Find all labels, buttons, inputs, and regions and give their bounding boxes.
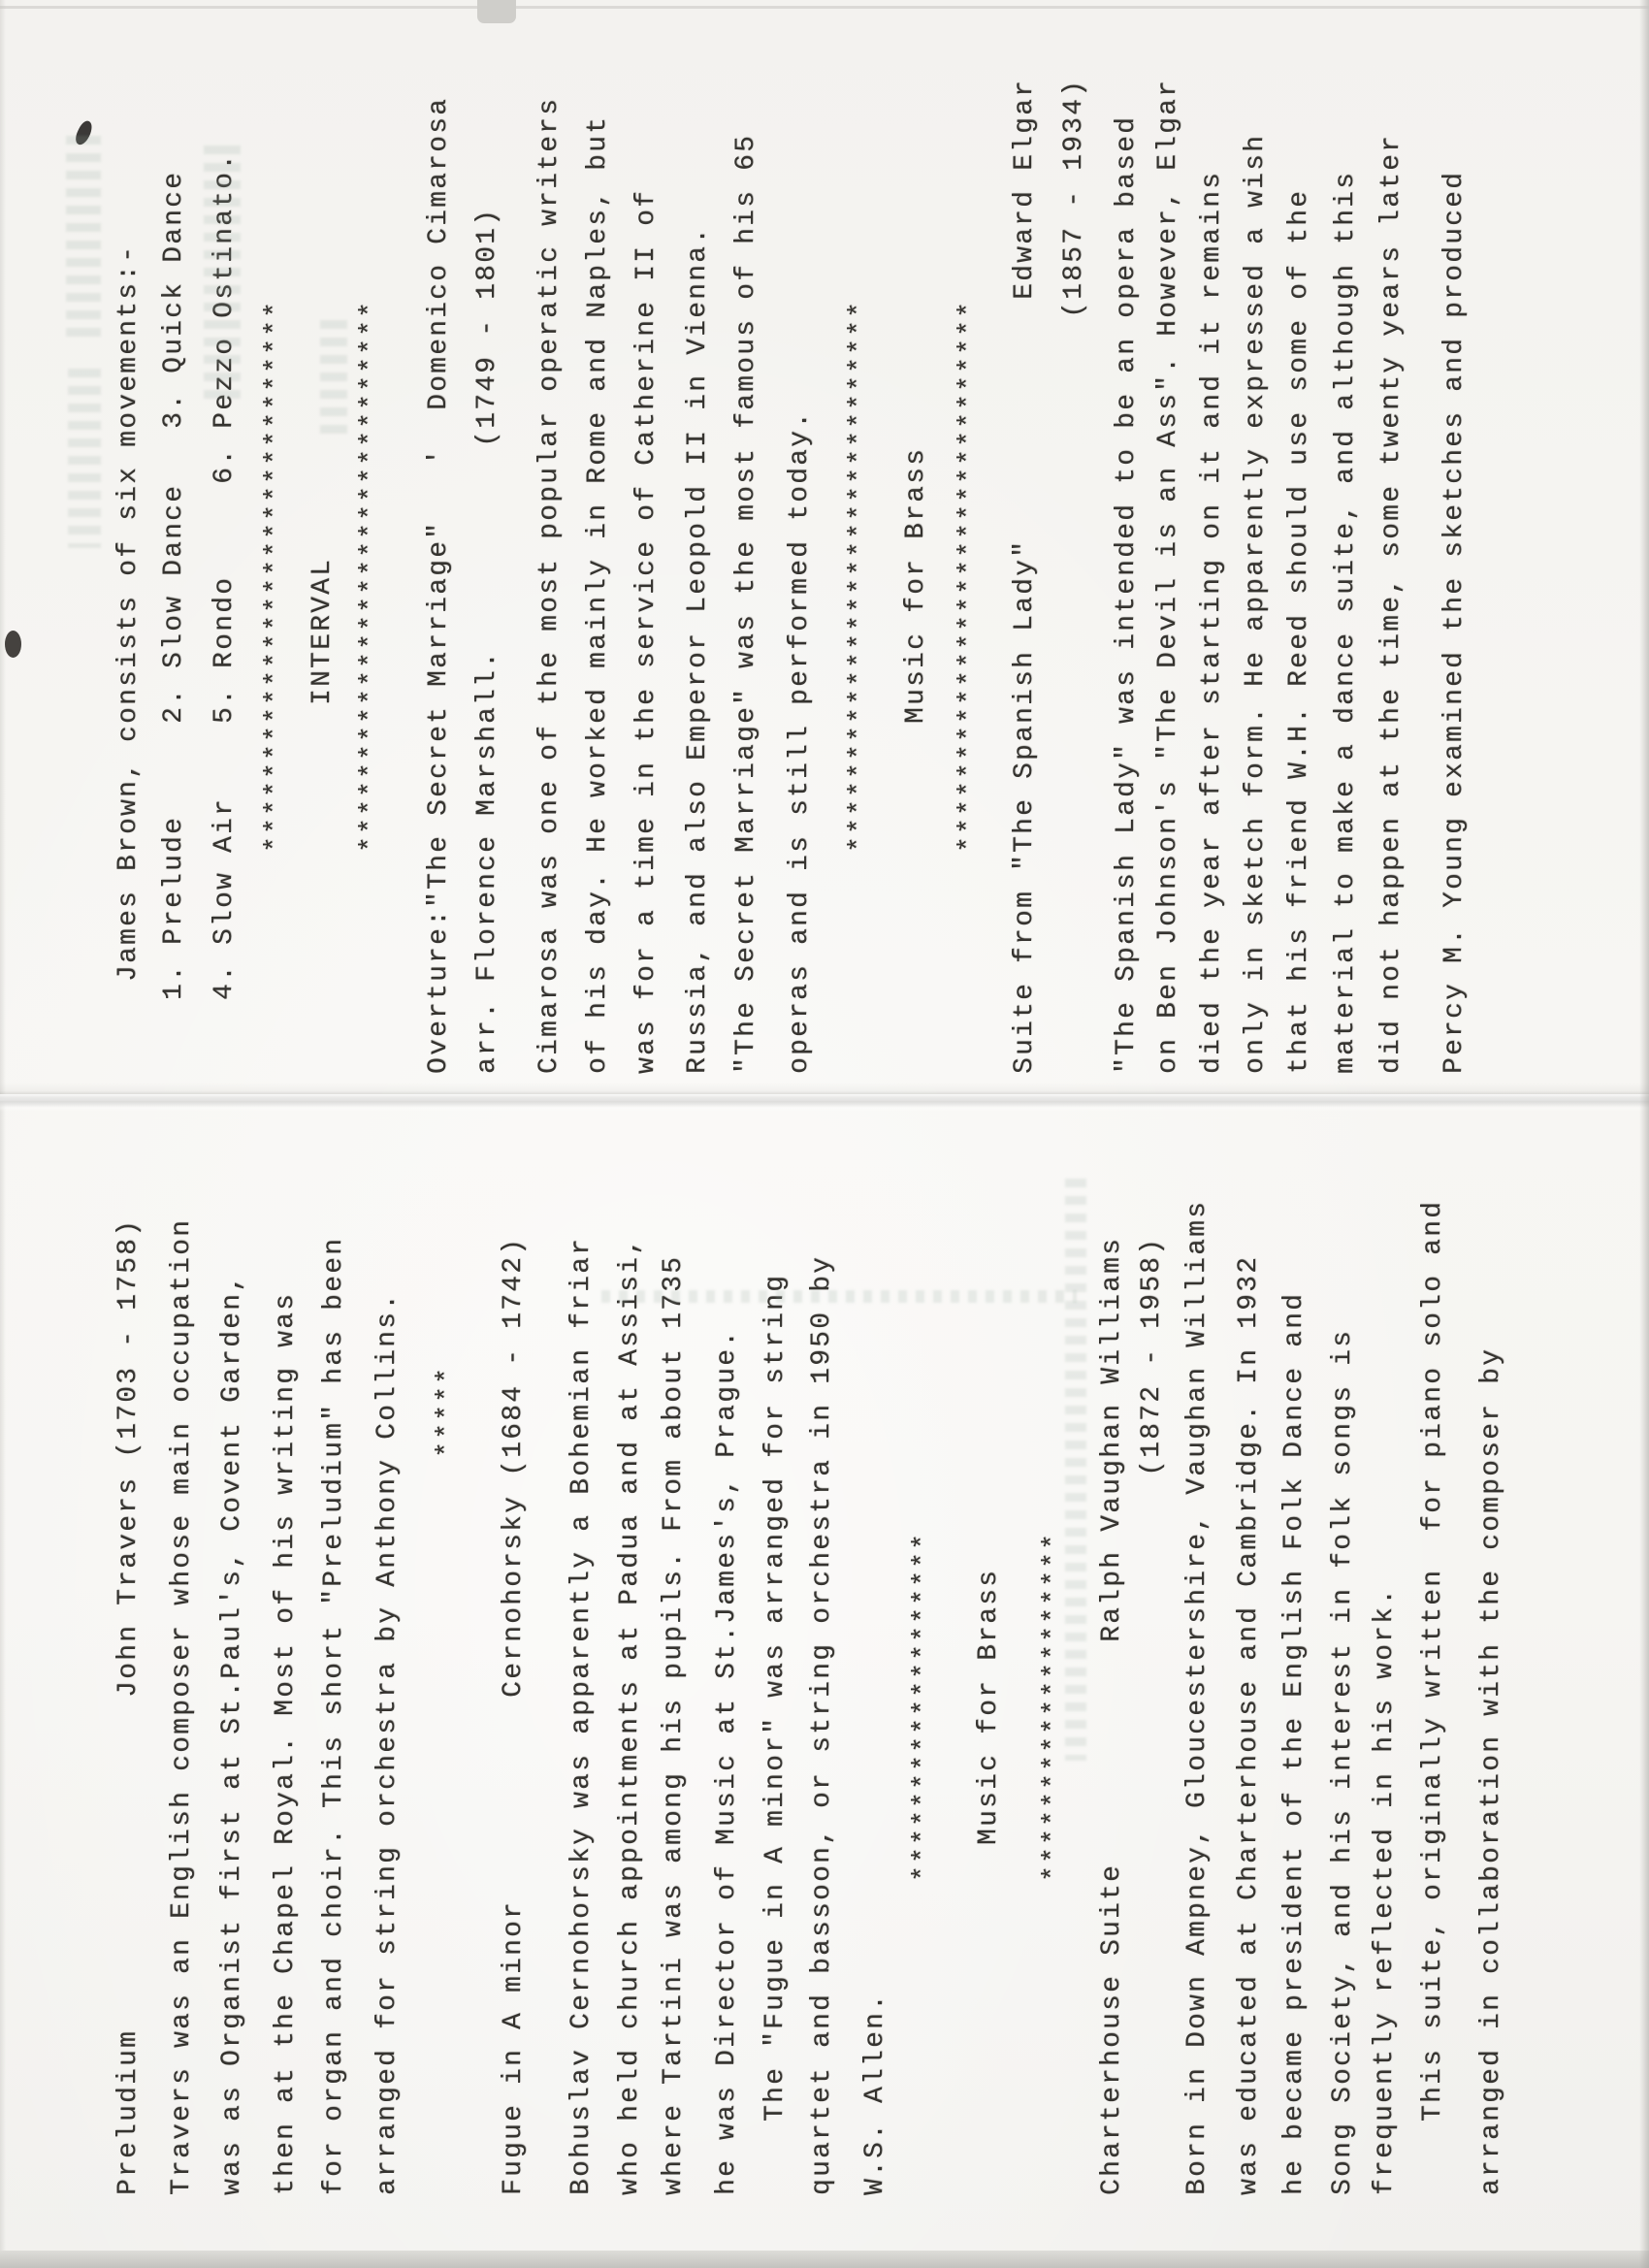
typed-line: ****************************** (845, 299, 875, 1074)
typed-line: ******************* (909, 1531, 939, 2195)
typed-line: where Tartini was among his pupils. From about 1735 (659, 1254, 689, 2195)
typed-line: for organ and choir. This short "Preludium" has been (319, 1236, 349, 2195)
typed-line: ******************* (1039, 1531, 1069, 2195)
typed-line: ***** (433, 1365, 463, 2195)
typed-line: that his friend W.H. Reed should use some of the (1284, 188, 1314, 1074)
programme-page-right (0, 0, 1649, 1096)
typed-line: ****************************** (261, 299, 291, 1074)
typed-line: arr. Florence Marshall. (1749 - 1801) (472, 207, 502, 1074)
typed-line: James Brown, consists of six movements:- (113, 243, 144, 1074)
typed-line: Russia, and also Emperor Leopold II in Vienna. (683, 225, 713, 1074)
showthrough-ghost-text (204, 146, 241, 403)
typed-line: he was Director of Music at St.James's, Prague. (712, 1328, 742, 2195)
typed-line: Charterhouse Suite Ralph Vaughan Williams (1097, 1236, 1127, 2195)
typed-line: Song Society, and his interest in folk songs is (1328, 1328, 1358, 2195)
typed-line: Music for Brass (901, 446, 931, 1074)
typed-line: W.S. Allen. (860, 1992, 890, 2195)
typed-line: Fugue in A minor Cernohorsky (1684 - 1742) (499, 1236, 529, 2195)
typed-line: The "Fugue in A minor" was arranged for string (760, 1273, 791, 2195)
scan-right-edge-shadow (1639, 0, 1649, 2268)
typed-line: was educated at Charterhouse and Cambridge. In 1932 (1234, 1254, 1264, 2195)
showthrough-ghost-text (1065, 1179, 1086, 1761)
typed-line: ****************************** (954, 299, 985, 1074)
typed-line: (1857 - 1934) (1059, 78, 1089, 1074)
showthrough-ghost-text (320, 320, 347, 437)
typed-line: This suite, originally written for piano solo and (1418, 1199, 1448, 2195)
typed-line: Music for Brass (974, 1568, 1004, 2195)
scan-bottom-edge (0, 2251, 1649, 2268)
typed-line: frequently reflected in his work. (1370, 1586, 1400, 2195)
typed-line: he became president of the English Folk Dance and (1279, 1291, 1310, 2195)
showthrough-ghost-text (66, 136, 101, 340)
typed-line: then at the Chapel Royal. Most of his writing was (271, 1291, 301, 2195)
typed-line: 1. Prelude 2. Slow Dance 3. Quick Dance (159, 170, 189, 1074)
showthrough-ghost-text (68, 369, 101, 548)
typed-line: Preludium John Travers (1703 - 1758) (113, 1217, 144, 2195)
typed-line: died the year after starting on it and it remains (1197, 170, 1227, 1074)
horizontal-fold-line (0, 1094, 1649, 1108)
typed-line: of his day. He worked mainly in Rome and Naples, but (583, 114, 613, 1074)
typed-line: INTERVAL (307, 557, 338, 1074)
typed-line: (1872 - 1958) (1137, 1236, 1167, 2195)
typed-line: Cimarosa was one of the most popular operatic writers (534, 96, 565, 1074)
showthrough-ghost-text (601, 1290, 1077, 1303)
typed-line: only in sketch form. He apparently expressed a wish (1241, 133, 1271, 1074)
typed-line: Suite from "The Spanish Lady" Edward Elgar (1010, 78, 1040, 1074)
typed-line: Overture:"The Secret Marriage" ' Domenico Cimarosa (424, 96, 454, 1074)
typed-line: arranged in collaboration with the composer by (1476, 1346, 1506, 2195)
typed-line: was as Organist first at St.Paul's, Covent Garden, (217, 1273, 247, 2195)
typed-line: on Ben Johnson's "The Devil is an Ass". However, Elgar (1153, 78, 1183, 1074)
typed-line: Travers was an English composer whose main occupation (167, 1217, 197, 2195)
ink-speck (5, 631, 21, 658)
typed-line: quartet and bassoon, or string orchestra in 1950 by (807, 1254, 837, 2195)
typed-line: arranged for string orchestra by Anthony Collins. (372, 1291, 403, 2195)
typed-line: "The Spanish Lady" was intended to be an opera based (1112, 114, 1142, 1074)
programme-page-left (0, 1096, 1649, 2268)
typed-line: ****************************** (356, 299, 386, 1074)
typed-line: Bohuslav Cernohorsky was apparently a Bohemian friar (566, 1236, 597, 2195)
typed-line: was for a time in the service of Catherine II of (631, 188, 662, 1074)
typed-line: "The Secret Marriage" was the most famous of his 65 (731, 133, 761, 1074)
scan-top-edge-line (0, 6, 1649, 9)
typed-line: material to make a dance suite, and although this (1331, 170, 1361, 1074)
typed-line: did not happen at the time, some twenty years later (1376, 133, 1406, 1074)
typed-line: operas and is still performed today. (785, 409, 815, 1074)
typed-line: 4. Slow Air 5. Rondo 6. Pezzo Ostinato. (210, 151, 240, 1074)
typed-line: Born in Down Ampney, Gloucestershire, Vaughan Williams (1182, 1199, 1212, 2195)
typed-line: who held church appointments at Padua and at Assisi, (615, 1236, 645, 2195)
typed-line: Percy M. Young examined the sketches and produced (1439, 170, 1470, 1074)
scan-top-notch (477, 0, 516, 23)
